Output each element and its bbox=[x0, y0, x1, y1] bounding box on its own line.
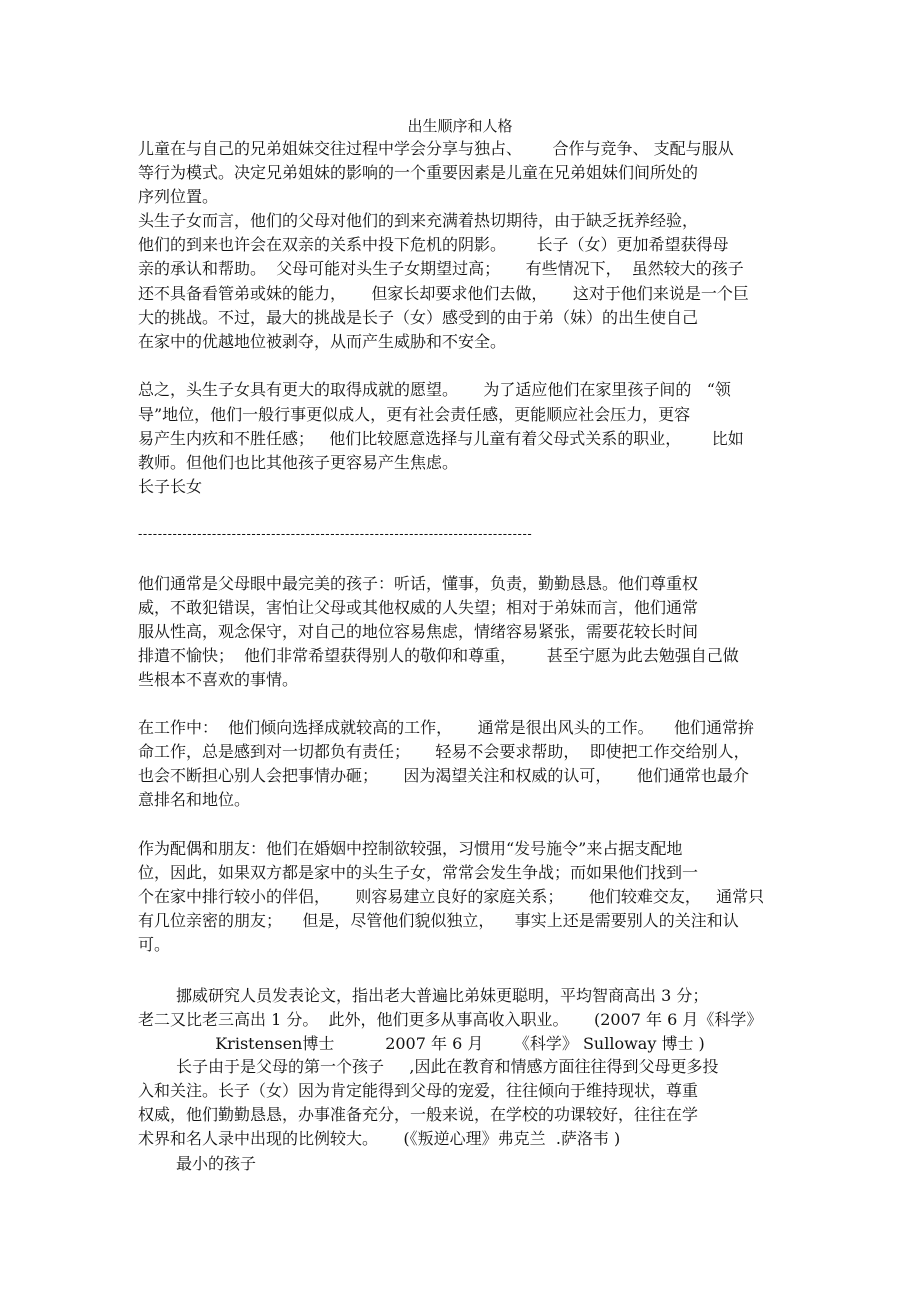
firstborn-line: 在家中的优越地位被剥夺，从而产生威胁和不安全。 bbox=[138, 332, 507, 351]
firstborn-line: 大的挑战。不过，最大的挑战是长子（女）感受到的由于弟（妹）的出生使自己 bbox=[138, 308, 699, 327]
personality-line: 服从性高，观念保守，对自己的地位容易焦虑，情绪容易紧张，需要花较长时间 bbox=[138, 622, 699, 641]
partner-line: 个在家中排行较小的伴侣， 则容易建立良好的家庭关系； 他们较难交友， 通常只 bbox=[138, 887, 765, 906]
research-line: 老二又比老三高出 1 分。 此外，他们更多从事高收入职业。 (2007 年 6 月《科学》 bbox=[138, 1010, 763, 1029]
section-heading-eldest: 长子长女 bbox=[138, 477, 203, 496]
work-line: 命工作，总是感到对一切都负有责任； 轻易不会要求帮助， 即使把工作交给别人， bbox=[138, 742, 750, 761]
partner-line: 作为配偶和朋友：他们在婚姻中控制欲较强，习惯用“发号施令”来占据支配地 bbox=[138, 839, 683, 858]
firstborn-line: 他们的到来也许会在双亲的关系中投下危机的阴影。 长子（女）更加希望获得母 bbox=[138, 235, 729, 254]
page-title: 出生顺序和人格 bbox=[407, 117, 513, 135]
firstborn-line: 还不具备看管弟或妹的能力， 但家长却要求他们去做， 这对于他们来说是一个巨 bbox=[138, 284, 749, 303]
partner-line: 可。 bbox=[138, 935, 171, 954]
personality-line: 些根本不喜欢的事情。 bbox=[138, 670, 299, 689]
eldest-line: 长子由于是父母的第一个孩子 ,因此在教育和情感方面往往得到父母更多投 bbox=[176, 1057, 719, 1076]
summary-line: 总之，头生子女具有更大的取得成就的愿望。 为了适应他们在家里孩子间的 “领 bbox=[138, 380, 731, 399]
research-citation: Kristensen博士 2007 年 6 月 《科学》 Sulloway 博士 ) bbox=[215, 1034, 705, 1053]
firstborn-line: 亲的承认和帮助。 父母可能对头生子女期望过高； 有些情况下， 虽然较大的孩子 bbox=[138, 259, 744, 278]
eldest-line: 入和关注。长子（女）因为肯定能得到父母的宠爱，往往倾向于维持现状，尊重 bbox=[138, 1081, 699, 1100]
work-line: 意排名和地位。 bbox=[138, 790, 251, 809]
intro-line: 儿童在与自己的兄弟姐妹交往过程中学会分享与独占、 合作与竞争、 支配与服从 bbox=[138, 139, 734, 158]
dashed-divider: -------------------------------------------------------------------------------- bbox=[138, 526, 533, 541]
partner-line: 位，因此，如果双方都是家中的头生子女，常常会发生争战；而如果他们找到一 bbox=[138, 863, 699, 882]
personality-line: 排遣不愉快； 他们非常希望获得别人的敬仰和尊重， 甚至宁愿为此去勉强自己做 bbox=[138, 646, 739, 665]
personality-line: 他们通常是父母眼中最完美的孩子：听话，懂事，负责，勤勤恳恳。他们尊重权 bbox=[138, 574, 699, 593]
summary-line: 教师。但他们也比其他孩子更容易产生焦虑。 bbox=[138, 453, 459, 472]
partner-line: 有几位亲密的朋友； 但是，尽管他们貌似独立， 事实上还是需要别人的关注和认 bbox=[138, 911, 739, 930]
summary-line: 导”地位，他们一般行事更似成人，更有社会责任感，更能顺应社会压力，更容 bbox=[138, 405, 691, 424]
personality-line: 威，不敢犯错误，害怕让父母或其他权威的人失望；相对于弟妹而言，他们通常 bbox=[138, 598, 699, 617]
eldest-line: 权威，他们勤勤恳恳，办事准备充分，一般来说，在学校的功课较好，往往在学 bbox=[138, 1105, 699, 1124]
intro-line: 序列位置。 bbox=[138, 187, 219, 206]
section-heading-youngest: 最小的孩子 bbox=[176, 1154, 257, 1173]
research-line: 挪威研究人员发表论文，指出老大普遍比弟妹更聪明，平均智商高出 3 分； bbox=[176, 986, 709, 1005]
summary-line: 易产生内疚和不胜任感； 他们比较愿意选择与儿童有着父母式关系的职业， 比如 bbox=[138, 429, 744, 448]
work-line: 也会不断担心别人会把事情办砸； 因为渴望关注和权威的认可， 他们通常也最介 bbox=[138, 766, 749, 785]
firstborn-line: 头生子女而言，他们的父母对他们的到来充满着热切期待，由于缺乏抚养经验， bbox=[138, 211, 699, 230]
intro-line: 等行为模式。决定兄弟姐妹的影响的一个重要因素是儿童在兄弟姐妹们间所处的 bbox=[138, 163, 699, 182]
work-line: 在工作中： 他们倾向选择成就较高的工作， 通常是很出风头的工作。 他们通常拚 bbox=[138, 718, 754, 737]
eldest-line: 术界和名人录中出现的比例较大。 (《叛逆心理》弗克兰 .萨洛韦 ) bbox=[138, 1129, 621, 1148]
